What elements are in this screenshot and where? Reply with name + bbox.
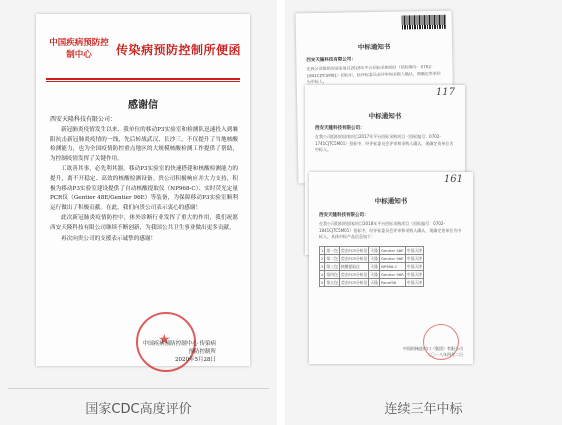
letterhead-rule-thin xyxy=(46,81,240,82)
table-cell: 天隆 xyxy=(370,263,378,269)
letter-heading: 感谢信 xyxy=(128,100,158,111)
notice-text: 在我公司组织的国家项目2018年平台招标采购项目（招标编号：0702-1841CJTC5M01）招标中，经评标委员会评审和采购人确认，现确定贵单位为中标人，具体中标产品信息如下： xyxy=(319,221,462,239)
table-cell: 天隆 xyxy=(370,247,378,253)
signature-org: 中国疾病预防控制中心 传染病预防控制所 xyxy=(142,341,216,355)
table-cell: 天隆 xyxy=(370,279,378,285)
letter-paragraph: 工欲善其事，必先利其器。移动P3实验室的快速搭建和核酸检测能力的提升，离不开稳定、高效的核酸检测设备。贵公司积极响应并大力支持，积极为移动P3实验室建设提供了自动核酸提取仪（NP968-C）、实时荧光定量PCR仪（Gentier 48E/Gentier 96E）等装备，为保障移动P3实验室顺利运行做出了积极贡献。在此，我们向贵公司表示衷心的感谢！ xyxy=(50,166,238,211)
product-table xyxy=(319,246,424,287)
letterhead-title: 传染病预防控制所便函 xyxy=(116,43,242,57)
table-cell: 第二包 xyxy=(326,255,338,261)
table-cell: 天隆 xyxy=(370,271,378,277)
right-panel xyxy=(285,0,562,425)
table-cell: 荧光PCR分析仪 xyxy=(340,279,368,285)
table-cell: 中国天津 xyxy=(406,279,422,285)
letter-salutation: 西安天隆科技有限公司： xyxy=(50,116,117,123)
letter-paragraph: 此次新冠肺炎疫情防控中，体外诊断行业发挥了重大的作用，我们祝愿西安天隆科技有限公司继续不断创新，为我国公共卫生事业做出更多贡献。 xyxy=(50,215,238,231)
notice-title: 中标通知书 xyxy=(374,197,408,205)
table-cell: 荧光PCR分析仪 xyxy=(340,271,368,277)
notice-date: 二〇一八年四月二日 xyxy=(427,352,463,357)
letterhead-org: 中国疾病预防控制中心 xyxy=(49,38,109,60)
handwritten-number: 161 xyxy=(443,174,463,185)
notice-company: 西安天隆科技有限公司： xyxy=(306,57,356,64)
notice-title: 中标通知书 xyxy=(357,42,391,52)
table-cell: 核酸提取仪 xyxy=(339,263,369,271)
table-cell: 中国天津 xyxy=(406,263,422,269)
table-row xyxy=(320,271,424,279)
notice-text: 在我公司组织的国家项目2018年平台招标采购项目（招标编号：0702-1841CJTC5M01）招标中，经评标委员会评审和采购人确认，现确定贵单位为中标人。 xyxy=(306,63,441,85)
table-cell: 4 xyxy=(321,272,324,277)
signature-date: 2020年5月28日 xyxy=(175,357,216,363)
table-cell: 第三包 xyxy=(326,263,338,269)
table-cell: 荧光PCR分析仪 xyxy=(340,247,368,253)
table-cell: Gentier 48E xyxy=(380,248,404,253)
table-cell: 中国天津 xyxy=(406,247,422,253)
barcode-icon xyxy=(402,15,446,30)
notice-title: 中标通知书 xyxy=(368,112,402,120)
notice-text: 在我公司组织的国家项目2017年平台招标采购项目（招标编号：0702-1741CJTC5M01）招标中，经评标委员会评审和采购人确认，现确定贵单位为中标人。 xyxy=(315,134,454,152)
caption-divider xyxy=(8,388,269,389)
table-cell: 第五包 xyxy=(326,279,338,285)
handwritten-number: 117 xyxy=(435,87,455,98)
thank-you-letter xyxy=(36,14,250,366)
notice-signature xyxy=(403,346,463,358)
table-cell: 第一包 xyxy=(326,247,338,253)
right-caption: 连续三年中标 xyxy=(384,402,463,417)
letter-paragraph: 新冠肺炎疫情发生以来，我单位的移动P3实验室和检测队迅速投入到襄阳抗击新冠肺炎疫情的一线，先后转战武汉、长沙三，不仅提升了当地核酸检测能力，也为全国疫情防控重点地区的大规模核酸检测工作提供了帮助，为控制疫情发挥了关键作用。 xyxy=(50,127,238,162)
table-row xyxy=(320,263,424,271)
award-notice-3 xyxy=(309,172,473,364)
table-cell: Gentier 96E xyxy=(380,256,404,261)
table-cell: 荧光PCR分析仪 xyxy=(340,255,368,261)
letter-body xyxy=(50,126,238,245)
table-cell: 中国天津 xyxy=(406,271,422,277)
table-cell: 1 xyxy=(321,248,324,253)
table-cell: 2 xyxy=(321,256,324,261)
notice-company: 西安天隆科技有限公司： xyxy=(315,126,365,131)
table-cell: Panel96 xyxy=(379,279,405,287)
table-row xyxy=(320,255,424,263)
table-cell: 5 xyxy=(321,280,324,285)
table-row xyxy=(320,247,424,255)
letterhead-rule xyxy=(46,78,240,80)
left-caption: 国家CDC高度评价 xyxy=(85,402,192,417)
table-cell: Gentier 96R xyxy=(380,272,404,277)
table-cell: 天隆 xyxy=(370,255,378,261)
notice-company: 西安天隆科技有限公司： xyxy=(319,213,369,218)
letter-paragraph: 再次向贵公司的支援表示诚挚的感谢！ xyxy=(61,235,157,242)
table-cell: NP968-C xyxy=(379,263,405,271)
notice-signer: 中国机械进出口（集团）有限公司 xyxy=(403,346,463,351)
letter-signature xyxy=(140,340,216,364)
table-row xyxy=(320,279,424,287)
table-cell: 3 xyxy=(321,264,324,269)
left-panel xyxy=(0,0,277,425)
table-cell: 第四包 xyxy=(326,271,338,277)
table-cell: 中国天津 xyxy=(406,255,422,261)
